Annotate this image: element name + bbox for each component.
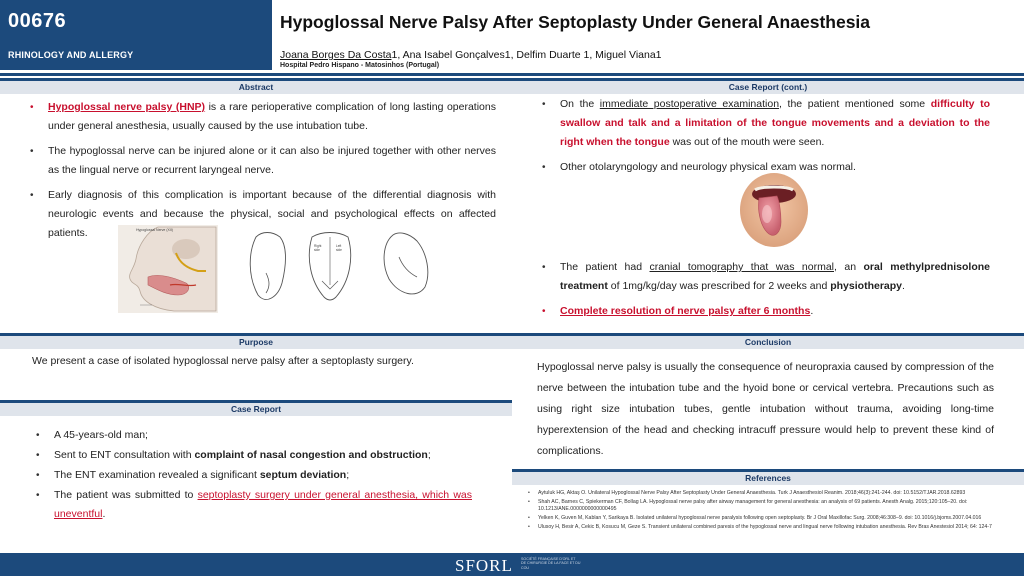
- resolution-text: Complete resolution of nerve palsy after 6 months: [560, 305, 811, 317]
- reference-list: [528, 490, 996, 533]
- case-bullet-1: • A 45-years-old man;: [32, 426, 472, 445]
- tongue-coating: [762, 205, 772, 223]
- institution: Hospital Pedro Hispano - Matosinhos (Portugal): [280, 62, 440, 69]
- diagram-label-right: Right: [314, 244, 322, 248]
- diagram-label-left: Left: [336, 244, 342, 248]
- first-author: Joana Borges Da Costa: [280, 49, 392, 61]
- department-label: RHINOLOGY AND ALLERGY: [8, 50, 134, 60]
- diagram-label-side-right: side: [314, 248, 320, 252]
- purpose-text: We present a case of isolated hypoglossal nerve palsy after a septoplasty surgery.: [32, 355, 414, 367]
- poster-code: 00676: [8, 10, 67, 32]
- case-cont-bullet-2: • Other otolaryngology and neurology physical exam was normal.: [538, 158, 990, 177]
- tongue-diagram-3: [384, 233, 428, 294]
- abstract-heading: Abstract: [0, 78, 512, 94]
- sforl-logo: SFORL: [455, 556, 513, 575]
- header-banner: [0, 0, 272, 70]
- diagram-label-side-left: side: [336, 248, 342, 252]
- tongue-diagram-2: [309, 233, 350, 301]
- reference-item: • Aytuluk HG, Aktaş O. Unilateral Hypoglossal Nerve Palsy After Septoplasty Under General Anaesthesia. Turk J Anaesthesiol Reanim. 2018;46(3):241-244. doi: 10.5152/TJAR.2018.62893: [528, 490, 996, 497]
- case-report-heading: Case Report: [0, 400, 512, 416]
- hnp-term: Hypoglossal nerve palsy (HNP): [48, 101, 206, 113]
- tongue-deviation-photo: [739, 172, 809, 248]
- case-cont-bullet-1: • On the immediate postoperative examination, the patient mentioned some difficulty to swallow and talk and a limitation of the tongue movements and a deviation to the right when the tongue was out of the mouth were seen.: [538, 95, 990, 152]
- author-list: [280, 49, 662, 61]
- footer-bar: [0, 553, 1024, 576]
- abstract-bullet-2: • The hypoglossal nerve can be injured alone or it can also be injured together with other nerves as the lingual nerve or recurrent laryngeal nerve.: [26, 142, 496, 180]
- references-heading: References: [512, 469, 1024, 485]
- abstract-bullet-1: • Hypoglossal nerve palsy (HNP) is a rare perioperative complication of long lasting operations under general anesthesia, usually caused by the use intubation tube.: [26, 98, 496, 136]
- other-authors: 1, Ana Isabel Gonçalves1, Delfim Duarte 1, Miguel Viana1: [391, 49, 662, 61]
- tongue-diagram-1: [250, 233, 285, 300]
- reference-item: • Yelken K, Guven M, Kablan Y, Sarikaya B. Isolated unilateral hypoglossal nerve paralysis following open septoplasty. Br J Oral Maxillofac Surg. 2008;46:308–9. doi: 10.1016/j.bjoms.2007.04.016: [528, 515, 996, 522]
- case-report-list: [32, 426, 472, 525]
- case-bullet-3: • The ENT examination revealed a significant septum deviation;: [32, 466, 472, 485]
- reference-item: • Shah AC, Barnes C, Spiekerman CF, Bollag LA. Hypoglossal nerve palsy after airway management for general anesthesia: an analysis of 69 patients. Anesth Analg. 2015;120:105–20. doi: 10.1213/ANE.0000000000000495: [528, 499, 996, 513]
- sforl-logo-subtitle: SOCIÉTÉ FRANÇAISE D'ORL ET DE CHIRURGIE DE LA FACE ET DU COU: [521, 557, 581, 570]
- case-cont-heading: Case Report (cont.): [512, 78, 1024, 94]
- case-cont-list-2: [538, 258, 990, 327]
- reference-item: • Ulusoy H, Besir A, Cekic B, Kosucu M, Geze S. Transient unilateral combined paresis of the hypoglossal nerve and lingual nerve following intubation anesthesia. Rev Bras Anestesiol 2014; 64: 124-7: [528, 524, 996, 531]
- case-bullet-4: • The patient was submitted to septoplasty surgery under general anesthesia, which was uneventful.: [32, 486, 472, 524]
- case-bullet-2: • Sent to ENT consultation with complaint of nasal congestion and obstruction;: [32, 446, 472, 465]
- conclusion-text: Hypoglossal nerve palsy is usually the consequence of neuropraxia caused by compression of the nerve between the intubation tube and the hyoid bone or cervical vertebra. Precautions such as using right size intubation tubes, gentle intubation without trauma, avoiding long-time hyperextension of the head and checking intracuff pressure would help to prevent these kind of complications.: [537, 361, 994, 457]
- case-cont-bullet-4: • Complete resolution of nerve palsy after 6 months.: [538, 302, 990, 321]
- case-cont-list: [538, 95, 990, 183]
- case-cont-bullet-3: • The patient had cranial tomography that was normal, an oral methylprednisolone treatment of 1mg/kg/day was prescribed for 2 weeks and physiotherapy.: [538, 258, 990, 296]
- poster-title: Hypoglossal Nerve Palsy After Septoplasty Under General Anaesthesia: [280, 12, 871, 32]
- anatomy-label: Hypoglossal Nerve (XII): [136, 228, 173, 232]
- header-divider: [0, 73, 1024, 76]
- hypoglossal-anatomy-figure: [118, 225, 442, 315]
- abstract-bullet-3: • Early diagnosis of this complication is important because of the differential diagnosis with neurologic events and because the physical, social and psychological effects on affected patients.: [26, 186, 496, 243]
- purpose-heading: Purpose: [0, 333, 512, 349]
- conclusion-heading: Conclusion: [512, 333, 1024, 349]
